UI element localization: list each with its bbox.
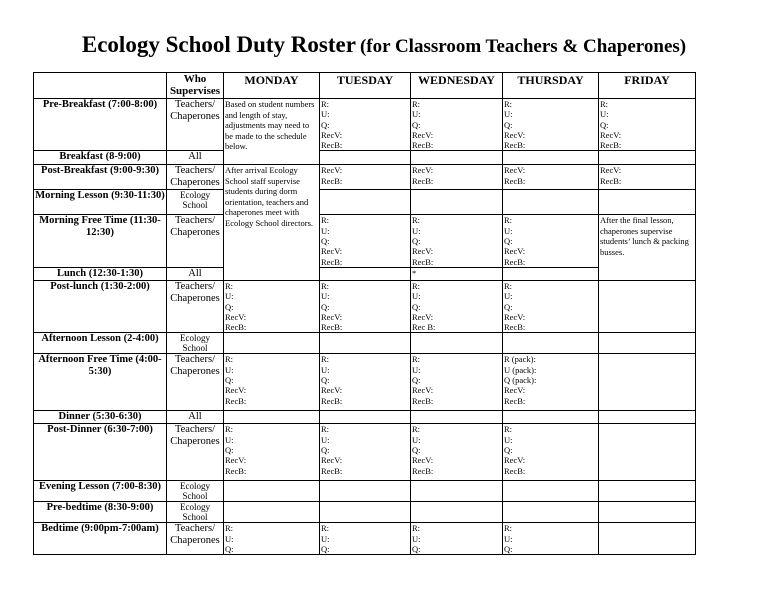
duty-slot: RecB: [600,175,622,186]
duty-slot: RecB: [225,322,247,333]
duty-slot: U: [225,364,234,375]
duty-slot: * [412,267,417,278]
friday-duty-cell [599,523,696,555]
duty-slot: RecV: [412,165,434,176]
duty-slot: R: [504,523,513,534]
wednesday-duty-cell [411,411,503,424]
thursday-duty-cell [503,165,599,190]
duty-slot: RecV: [412,455,434,466]
duty-slot: Q: [504,301,513,312]
duty-slot: Q: [321,544,330,555]
roster-row [34,99,696,151]
duty-slot: Q: [225,375,234,386]
supervisor-label: Ecology School [167,481,224,502]
roster-row [34,411,696,424]
duty-slot: U: [504,225,513,236]
duty-slot: U: [225,291,234,302]
duty-slot: RecV: [321,311,343,322]
monday-duty-cell [224,502,320,523]
tuesday-duty-cell [320,190,411,215]
note-friday-final: After the final lesson, chaperones supervise students’ lunch & packing busses. [599,215,696,280]
friday-duty-cell [599,151,696,165]
duty-slot: R: [412,424,421,435]
supervisor-label: All [167,151,224,165]
duty-slot: RecV: [225,385,247,396]
duty-slot: RecV: [321,246,343,257]
duty-slot: U: [321,225,330,236]
period-label: Morning Lesson (9:30-11:30) [34,190,167,215]
duty-slot: RecB: [504,175,526,186]
duty-slot: RecV: [412,129,434,140]
duty-slot: RecB: [321,256,343,267]
duty-slot: Q: [504,119,513,130]
header-tuesday: TUESDAY [320,73,411,99]
duty-slot: RecV: [504,165,526,176]
duty-slot: R: [412,99,421,109]
friday-duty-cell [599,411,696,424]
supervisor-label: Ecology School [167,502,224,523]
period-label: Dinner (5:30-6:30) [34,411,167,424]
friday-duty-cell [599,424,696,481]
wednesday-duty-cell [411,215,503,267]
roster-row [34,267,696,280]
tuesday-duty-cell [320,502,411,523]
duty-slot: R: [504,280,513,291]
duty-slot: RecV: [225,455,247,466]
thursday-duty-cell [503,502,599,523]
duty-slot: R: [321,424,330,435]
duty-slot: RecV: [225,311,247,322]
duty-slot: U: [412,434,421,445]
period-label: Afternoon Free Time (4:00-5:30) [34,354,167,411]
duty-slot: RecB: [412,140,434,151]
header-friday: FRIDAY [599,73,696,99]
duty-slot: Q: [412,119,421,130]
friday-duty-cell [599,190,696,215]
header-wednesday: WEDNESDAY [411,73,503,99]
tuesday-duty-cell [320,411,411,424]
duty-slot: RecV: [504,385,526,396]
wednesday-duty-cell [411,99,503,151]
duty-slot: Q: [504,445,513,456]
period-label: Post-lunch (1:30-2:00) [34,280,167,332]
roster-row [34,523,696,555]
supervisor-label: Teachers/ Chaperones [167,215,224,267]
duty-slot: RecB: [504,395,526,406]
duty-slot: R: [225,523,234,534]
friday-duty-cell [599,280,696,332]
wednesday-duty-cell [411,151,503,165]
supervisor-label: Teachers/ Chaperones [167,523,224,555]
duty-slot: RecB: [321,395,343,406]
tuesday-duty-cell [320,215,411,267]
duty-slot: RecB: [321,465,343,476]
friday-duty-cell [599,502,696,523]
duty-slot: Q: [504,236,513,247]
duty-slot: R: [504,215,513,226]
duty-slot: R (pack): [504,354,536,365]
duty-slot: Q: [600,119,609,130]
duty-slot: RecB: [412,395,434,406]
duty-slot: RecV: [321,455,343,466]
duty-slot: R: [412,354,421,365]
duty-roster-table [33,72,696,555]
duty-slot: RecV: [504,311,526,322]
supervisor-label: Teachers/ Chaperones [167,280,224,332]
wednesday-duty-cell [411,333,503,354]
tuesday-duty-cell [320,424,411,481]
duty-slot: U: [412,533,421,544]
tuesday-duty-cell [320,481,411,502]
wednesday-duty-cell [411,354,503,411]
supervisor-label: Teachers/ Chaperones [167,165,224,190]
duty-slot: Q: [321,119,330,130]
duty-slot: U: [600,109,609,120]
duty-slot: U: [321,291,330,302]
tuesday-duty-cell [320,333,411,354]
duty-slot: RecB: [225,465,247,476]
period-label: Pre-Breakfast (7:00-8:00) [34,99,167,151]
wednesday-duty-cell [411,267,503,280]
duty-slot: Rec B: [412,322,436,333]
period-label: Morning Free Time (11:30-12:30) [34,215,167,267]
friday-duty-cell [599,354,696,411]
thursday-duty-cell [503,411,599,424]
header-blank [34,73,167,99]
wednesday-duty-cell [411,190,503,215]
duty-slot: Q: [412,445,421,456]
duty-slot: RecV: [412,385,434,396]
period-label: Lunch (12:30-1:30) [34,267,167,280]
supervisor-label: Teachers/ Chaperones [167,99,224,151]
duty-slot: Q (pack): [504,375,537,386]
header-row [34,73,696,99]
duty-slot: U: [412,291,421,302]
duty-slot: U (pack): [504,364,537,375]
duty-slot: RecB: [504,322,526,333]
duty-slot: RecV: [504,455,526,466]
friday-duty-cell [599,99,696,151]
header-thursday: THURSDAY [503,73,599,99]
header-who-supervises: Who Supervises [167,73,224,99]
tuesday-duty-cell [320,151,411,165]
thursday-duty-cell [503,267,599,280]
monday-duty-cell [224,280,320,332]
duty-slot: U: [225,533,234,544]
duty-slot: R: [225,280,234,291]
duty-slot: Q: [412,301,421,312]
monday-duty-cell [224,481,320,502]
period-label: Afternoon Lesson (2-4:00) [34,333,167,354]
supervisor-label: Teachers/ Chaperones [167,354,224,411]
duty-slot: R: [412,523,421,534]
supervisor-label: All [167,411,224,424]
duty-slot: Q: [225,544,234,555]
duty-slot: U: [321,364,330,375]
thursday-duty-cell [503,523,599,555]
supervisor-label: Ecology School [167,190,224,215]
thursday-duty-cell [503,333,599,354]
monday-duty-cell [224,354,320,411]
wednesday-duty-cell [411,481,503,502]
title-subtitle: (for Classroom Teachers & Chaperones) [359,36,687,57]
duty-slot: RecB: [504,140,526,151]
title-main: Ecology School Duty Roster [81,32,356,57]
thursday-duty-cell [503,99,599,151]
friday-duty-cell [599,165,696,190]
duty-slot: Q: [225,301,234,312]
duty-slot: U: [412,364,421,375]
supervisor-label: All [167,267,224,280]
roster-row [34,280,696,332]
tuesday-duty-cell [320,165,411,190]
roster-row [34,502,696,523]
tuesday-duty-cell [320,99,411,151]
period-label: Evening Lesson (7:00-8:30) [34,481,167,502]
page-title [0,32,768,58]
monday-duty-cell [224,333,320,354]
duty-slot: R: [321,354,330,365]
duty-slot: RecV: [600,165,622,176]
duty-slot: RecV: [321,165,343,176]
monday-duty-cell [224,411,320,424]
period-label: Pre-bedtime (8:30-9:00) [34,502,167,523]
roster-row [34,151,696,165]
wednesday-duty-cell [411,502,503,523]
duty-slot: R: [225,354,234,365]
duty-slot: U: [321,109,330,120]
duty-slot: RecB: [321,140,343,151]
monday-duty-cell [224,424,320,481]
roster-row [34,354,696,411]
duty-slot: R: [600,99,609,109]
duty-slot: Q: [225,445,234,456]
roster-row [34,333,696,354]
duty-slot: U: [321,434,330,445]
duty-slot: Q: [412,544,421,555]
wednesday-duty-cell [411,523,503,555]
duty-slot: U: [412,225,421,236]
duty-slot: R: [412,280,421,291]
duty-slot: R: [504,424,513,435]
duty-slot: Q: [412,236,421,247]
duty-slot: RecV: [600,129,622,140]
roster-row [34,190,696,215]
thursday-duty-cell [503,190,599,215]
wednesday-duty-cell [411,424,503,481]
duty-slot: RecB: [321,322,343,333]
period-label: Post-Breakfast (9:00-9:30) [34,165,167,190]
monday-duty-cell [224,523,320,555]
duty-slot: RecV: [504,246,526,257]
duty-slot: RecV: [412,311,434,322]
duty-slot: U: [504,533,513,544]
tuesday-duty-cell [320,523,411,555]
tuesday-duty-cell [320,280,411,332]
duty-slot: RecB: [504,465,526,476]
duty-slot: Q: [504,544,513,555]
duty-slot: U: [504,109,513,120]
roster-row [34,481,696,502]
note-monday-arrival: After arrival Ecology School staff supervise students during dorm orientation, teachers and chaperones meet with Ecology School directors. [224,165,320,280]
period-label: Breakfast (8-9:00) [34,151,167,165]
duty-slot: RecV: [504,129,526,140]
period-label: Bedtime (9:00pm-7:00am) [34,523,167,555]
duty-slot: RecB: [504,256,526,267]
duty-slot: U: [504,291,513,302]
duty-slot: R: [321,99,330,109]
duty-slot: RecB: [600,140,622,151]
tuesday-duty-cell [320,267,411,280]
thursday-duty-cell [503,424,599,481]
duty-slot: R: [412,215,421,226]
duty-slot: U: [321,533,330,544]
header-monday: MONDAY [224,73,320,99]
roster-row [34,424,696,481]
duty-slot: Q: [321,236,330,247]
thursday-duty-cell [503,481,599,502]
duty-slot: RecV: [321,385,343,396]
duty-slot: RecV: [412,246,434,257]
thursday-duty-cell [503,215,599,267]
duty-slot: RecB: [412,175,434,186]
duty-slot: U: [412,109,421,120]
tuesday-duty-cell [320,354,411,411]
duty-slot: RecB: [412,465,434,476]
duty-slot: RecB: [225,395,247,406]
roster-row [34,165,696,190]
friday-duty-cell [599,481,696,502]
period-label: Post-Dinner (6:30-7:00) [34,424,167,481]
duty-slot: Q: [321,301,330,312]
duty-slot: RecV: [321,129,343,140]
friday-duty-cell [599,333,696,354]
duty-slot: RecB: [412,256,434,267]
duty-slot: R: [225,424,234,435]
duty-slot: U: [504,434,513,445]
duty-slot: R: [321,523,330,534]
duty-slot: R: [504,99,513,109]
wednesday-duty-cell [411,165,503,190]
note-monday-top: Based on student numbers and length of stay, adjustments may need to be made to the schedule below. [224,99,320,165]
duty-slot: R: [321,280,330,291]
duty-slot: Q: [321,445,330,456]
thursday-duty-cell [503,354,599,411]
duty-slot: U: [225,434,234,445]
supervisor-label: Ecology School [167,333,224,354]
thursday-duty-cell [503,280,599,332]
thursday-duty-cell [503,151,599,165]
wednesday-duty-cell [411,280,503,332]
supervisor-label: Teachers/ Chaperones [167,424,224,481]
duty-slot: R: [321,215,330,226]
duty-slot: Q: [321,375,330,386]
duty-slot: Q: [412,375,421,386]
roster-row [34,215,696,267]
duty-slot: RecB: [321,175,343,186]
